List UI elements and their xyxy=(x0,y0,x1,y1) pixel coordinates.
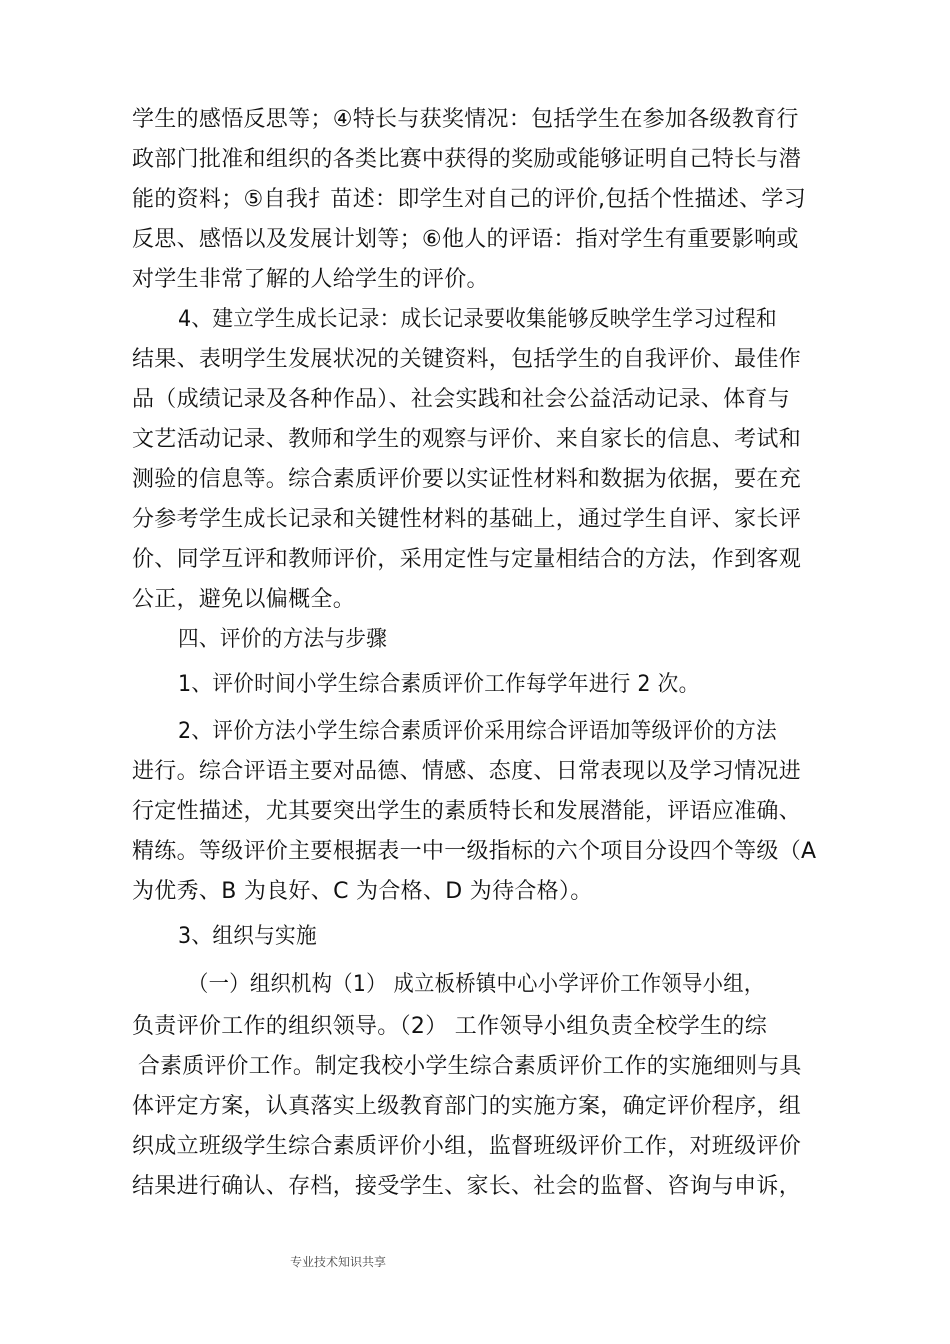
text-line: 体评定方案，认真落实上级教育部门的实施方案，确定评价程序，组 xyxy=(132,1094,802,1119)
text-line: 能的资料；⑤自我扌苗述：即学生对自己的评价,包括个性描述、学习 xyxy=(132,187,807,212)
text-line: 进行。综合评语主要对品德、情感、态度、日常表现以及学习情况进 xyxy=(132,759,802,784)
text-line: 文艺活动记录、教师和学生的观察与评价、来自家长的信息、考试和 xyxy=(132,427,802,452)
text-line: 合素质评价工作。制定我校小学生综合素质评价工作的实施细则与具 xyxy=(138,1054,802,1079)
text-line: 2、评价方法小学生综合素质评价采用综合评语加等级评价的方法 xyxy=(178,719,777,744)
text-line: 价、同学互评和教师评价，采用定性与定量相结合的方法，作到客观 xyxy=(132,547,802,572)
text-line: 结果、表明学生发展状况的关键资料，包括学生的自我评价、最佳作 xyxy=(132,347,802,372)
text-line: 分参考学生成长记录和关键性材料的基础上，通过学生自评、家长评 xyxy=(132,507,802,532)
text-line: 学生的感悟反思等；④特长与获奖情况：包括学生在参加各级教育行 xyxy=(132,107,799,132)
text-line: 织成立班级学生综合素质评价小组，监督班级评价工作，对班级评价 xyxy=(132,1134,802,1159)
text-line: 为优秀、B 为良好、C 为合格、D 为待合格）。 xyxy=(132,879,593,904)
text-line: 行定性描述，尤其要突出学生的素质特长和发展潜能，评语应准确、 xyxy=(132,799,802,824)
text-line: （一）组织机构（1） 成立板桥镇中心小学评价工作领导小组， xyxy=(188,972,765,997)
text-line: 1、评价时间小学生综合素质评价工作每学年进行 2 次。 xyxy=(178,672,700,697)
text-line: 结果进行确认、存档，接受学生、家长、社会的监督、咨询与申诉， xyxy=(132,1174,802,1199)
text-line: 品（成绩记录及各种作品）、社会实践和社会公益活动记录、体育与 xyxy=(132,387,791,412)
text-line: 测验的信息等。综合素质评价要以实证性材料和数据为依据，要在充 xyxy=(132,467,802,492)
section-heading: 四、评价的方法与步骤 xyxy=(178,627,388,652)
subsection-heading: 3、组织与实施 xyxy=(178,924,317,949)
text-line: 公正，避免以偏概全。 xyxy=(132,587,356,612)
page-footer: 专业技术知识共享 xyxy=(290,1255,387,1269)
text-line: 精练。等级评价主要根据表一中一级指标的六个项目分设四个等级（A xyxy=(132,839,817,864)
text-line: 政部门批准和组织的各类比赛中获得的奖励或能够证明自己特长与潜 xyxy=(132,147,802,172)
text-line: 负责评价工作的组织领导。（2） 工作领导小组负责全校学生的综 xyxy=(132,1014,767,1039)
text-line: 对学生非常了解的人给学生的评价。 xyxy=(132,267,489,292)
text-line: 4、建立学生成长记录：成长记录要收集能够反映学生学习过程和 xyxy=(178,307,777,332)
text-line: 反思、感悟以及发展计划等；⑥他人的评语：指对学生有重要影响或 xyxy=(132,227,799,252)
